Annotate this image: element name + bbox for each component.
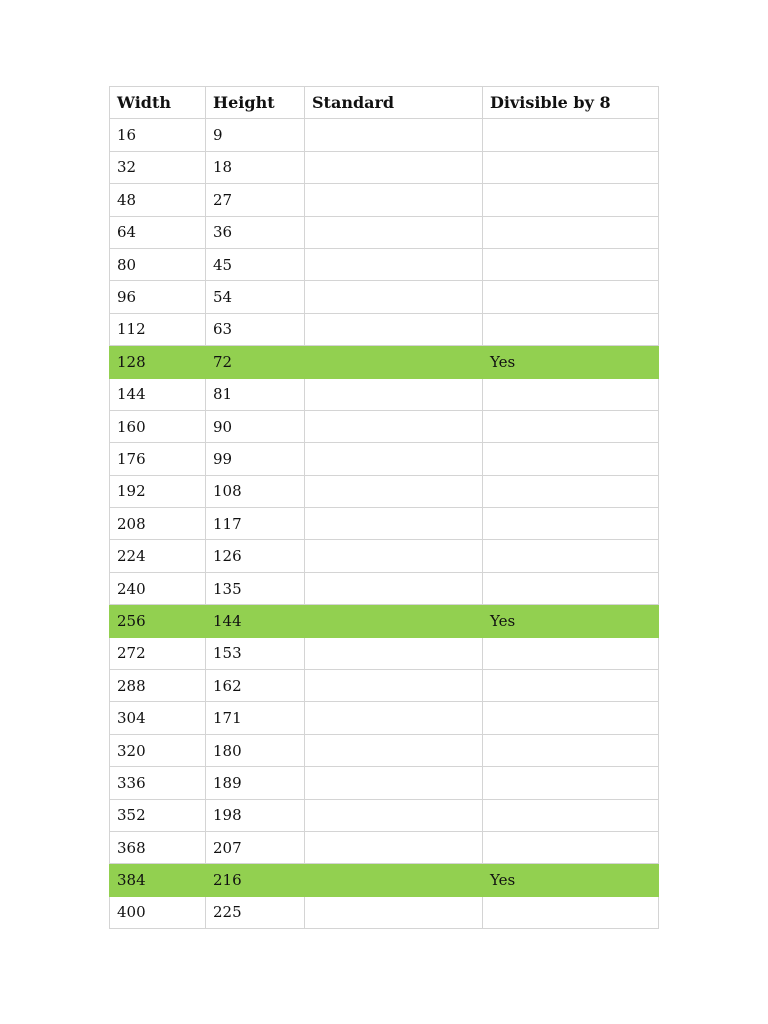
cell-height[interactable]: 189 [206,767,305,799]
cell-height[interactable]: 153 [206,637,305,669]
resolution-table [109,86,659,929]
table-row [110,767,659,799]
cell-divisible-by-8[interactable] [483,119,659,151]
cell-standard[interactable] [305,346,483,378]
cell-width[interactable]: 160 [110,410,206,442]
cell-height[interactable]: 225 [206,896,305,928]
cell-height[interactable]: 63 [206,313,305,345]
cell-standard[interactable] [305,378,483,410]
cell-height[interactable]: 180 [206,734,305,766]
cell-width[interactable]: 112 [110,313,206,345]
table-row [110,734,659,766]
table-row [110,605,659,637]
cell-divisible-by-8[interactable] [483,540,659,572]
cell-width[interactable]: 288 [110,670,206,702]
cell-divisible-by-8[interactable] [483,313,659,345]
cell-width[interactable]: 96 [110,281,206,313]
header-divisible-by-8[interactable]: Divisible by 8 [483,87,659,119]
table-row [110,313,659,345]
cell-width[interactable]: 368 [110,831,206,863]
cell-width[interactable]: 352 [110,799,206,831]
cell-width[interactable]: 128 [110,346,206,378]
cell-width[interactable]: 192 [110,475,206,507]
cell-standard[interactable] [305,831,483,863]
cell-width[interactable]: 48 [110,184,206,216]
cell-width[interactable]: 16 [110,119,206,151]
table-row [110,540,659,572]
table-row [110,896,659,928]
cell-standard[interactable] [305,896,483,928]
cell-standard[interactable] [305,637,483,669]
cell-divisible-by-8[interactable] [483,248,659,280]
cell-width[interactable]: 384 [110,864,206,896]
cell-width[interactable]: 240 [110,572,206,604]
cell-width[interactable]: 32 [110,151,206,183]
cell-divisible-by-8[interactable] [483,799,659,831]
cell-width[interactable]: 144 [110,378,206,410]
cell-width[interactable]: 272 [110,637,206,669]
cell-divisible-by-8[interactable] [483,184,659,216]
cell-standard[interactable] [305,475,483,507]
cell-divisible-by-8[interactable]: Yes [483,605,659,637]
table-row [110,670,659,702]
cell-height[interactable]: 99 [206,443,305,475]
cell-standard[interactable] [305,540,483,572]
cell-divisible-by-8[interactable] [483,572,659,604]
cell-width[interactable]: 336 [110,767,206,799]
cell-height[interactable]: 135 [206,572,305,604]
cell-width[interactable]: 256 [110,605,206,637]
cell-width[interactable]: 224 [110,540,206,572]
cell-height[interactable]: 9 [206,119,305,151]
cell-standard[interactable] [305,151,483,183]
cell-standard[interactable] [305,119,483,151]
cell-divisible-by-8[interactable] [483,443,659,475]
cell-standard[interactable] [305,248,483,280]
table-row [110,378,659,410]
cell-height[interactable]: 108 [206,475,305,507]
cell-height[interactable]: 36 [206,216,305,248]
cell-height[interactable]: 117 [206,508,305,540]
table-row [110,216,659,248]
cell-divisible-by-8[interactable] [483,831,659,863]
cell-height[interactable]: 207 [206,831,305,863]
cell-height[interactable]: 144 [206,605,305,637]
table-body [110,119,659,929]
table-row [110,184,659,216]
cell-height[interactable]: 171 [206,702,305,734]
cell-standard[interactable] [305,572,483,604]
cell-width[interactable]: 80 [110,248,206,280]
cell-height[interactable]: 126 [206,540,305,572]
cell-standard[interactable] [305,410,483,442]
table-row [110,572,659,604]
header-height[interactable]: Height [206,87,305,119]
cell-divisible-by-8[interactable] [483,637,659,669]
cell-divisible-by-8[interactable]: Yes [483,346,659,378]
cell-divisible-by-8[interactable] [483,410,659,442]
cell-standard[interactable] [305,864,483,896]
cell-height[interactable]: 81 [206,378,305,410]
cell-divisible-by-8[interactable] [483,702,659,734]
cell-divisible-by-8[interactable] [483,281,659,313]
cell-height[interactable]: 27 [206,184,305,216]
cell-standard[interactable] [305,443,483,475]
cell-standard[interactable] [305,605,483,637]
table-header-row [110,87,659,119]
cell-divisible-by-8[interactable] [483,767,659,799]
cell-divisible-by-8[interactable] [483,216,659,248]
cell-width[interactable]: 176 [110,443,206,475]
cell-height[interactable]: 45 [206,248,305,280]
cell-standard[interactable] [305,734,483,766]
cell-divisible-by-8[interactable] [483,378,659,410]
cell-divisible-by-8[interactable] [483,734,659,766]
table-row [110,119,659,151]
cell-standard[interactable] [305,216,483,248]
cell-divisible-by-8[interactable] [483,508,659,540]
table-row [110,281,659,313]
cell-width[interactable]: 64 [110,216,206,248]
table-row [110,637,659,669]
cell-height[interactable]: 198 [206,799,305,831]
cell-height[interactable]: 162 [206,670,305,702]
cell-width[interactable]: 320 [110,734,206,766]
table-row [110,151,659,183]
table-row [110,864,659,896]
table-row [110,831,659,863]
cell-divisible-by-8[interactable] [483,151,659,183]
table-row [110,475,659,507]
cell-standard[interactable] [305,508,483,540]
cell-standard[interactable] [305,281,483,313]
cell-height[interactable]: 216 [206,864,305,896]
header-width[interactable]: Width [110,87,206,119]
table-row [110,799,659,831]
cell-width[interactable]: 208 [110,508,206,540]
cell-divisible-by-8[interactable] [483,670,659,702]
table-row [110,410,659,442]
header-standard[interactable]: Standard [305,87,483,119]
cell-height[interactable]: 54 [206,281,305,313]
cell-width[interactable]: 400 [110,896,206,928]
cell-divisible-by-8[interactable]: Yes [483,864,659,896]
cell-standard[interactable] [305,767,483,799]
table-row [110,248,659,280]
table-row [110,508,659,540]
cell-divisible-by-8[interactable] [483,896,659,928]
cell-standard[interactable] [305,799,483,831]
cell-height[interactable]: 72 [206,346,305,378]
cell-height[interactable]: 90 [206,410,305,442]
cell-standard[interactable] [305,184,483,216]
cell-standard[interactable] [305,313,483,345]
table-row [110,443,659,475]
cell-standard[interactable] [305,702,483,734]
cell-divisible-by-8[interactable] [483,475,659,507]
cell-height[interactable]: 18 [206,151,305,183]
cell-standard[interactable] [305,670,483,702]
table-row [110,346,659,378]
cell-width[interactable]: 304 [110,702,206,734]
table-row [110,702,659,734]
